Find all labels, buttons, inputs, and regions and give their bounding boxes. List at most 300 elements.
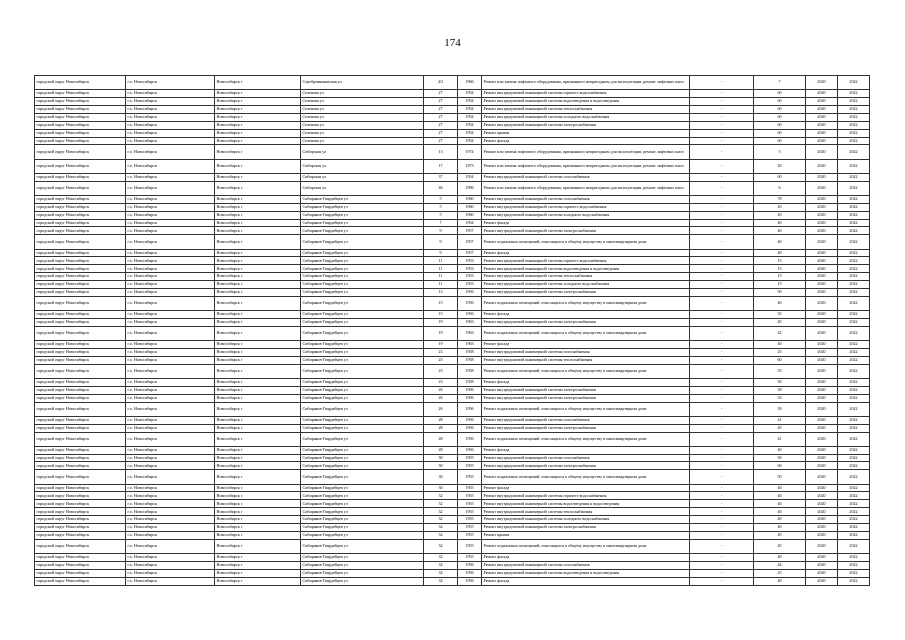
planned-value-cell: 42 [754,326,806,340]
house-number-cell: 32 [424,500,458,508]
work-type-cell: Ремонт внутридомовой инженерной системы водоотведения и водоотведения [482,500,690,508]
end-year-cell: 2022 [838,203,870,211]
build-year-cell: 1963 [458,318,482,326]
municipality-cell: городской округ Новосибирск [35,508,126,516]
table-row [35,90,870,98]
planned-value-cell: 20 [754,159,806,173]
district-cell: г.о. Новосибирск [126,195,215,203]
start-year-cell: 2020 [806,195,838,203]
table-row [35,121,870,129]
street-cell: Сибиряков-Гвардейцев ул [301,311,424,319]
work-type-cell: Ремонт внутридомовой инженерной системы горячего водоснабжения [482,90,690,98]
city-cell: Новосибирск г [215,394,301,402]
municipality-cell: городской округ Новосибирск [35,378,126,386]
end-year-cell: 2022 [838,249,870,257]
house-number-cell: 27 [424,90,458,98]
house-number-cell: 5 [424,203,458,211]
end-year-cell: 2022 [838,90,870,98]
city-cell: Новосибирск г [215,219,301,227]
build-year-cell: 1966 [458,76,482,90]
start-year-cell: 2020 [806,288,838,296]
district-cell: г.о. Новосибирск [126,159,215,173]
start-year-cell: 2020 [806,249,838,257]
street-cell: Сибиряков-Гвардейцев ул [301,386,424,394]
build-year-cell: 1955 [458,484,482,492]
end-year-cell: 2022 [838,98,870,106]
table-row [35,181,870,195]
end-year-cell: 2022 [838,516,870,524]
start-year-cell: 2020 [806,211,838,219]
work-type-cell: Ремонт подвальных помещений, относящихся к общему имуществу в многоквартирном доме [482,326,690,340]
street-cell: Сибиряков-Гвардейцев ул [301,364,424,378]
cost-cell: - [690,90,754,98]
house-number-cell: 28 [424,432,458,446]
start-year-cell: 2020 [806,281,838,289]
district-cell: г.о. Новосибирск [126,446,215,454]
house-number-cell: 30 [424,454,458,462]
house-number-cell: 32 [424,531,458,539]
district-cell: г.о. Новосибирск [126,235,215,249]
table-row [35,249,870,257]
end-year-cell: 2022 [838,524,870,532]
planned-value-cell: 35 [754,311,806,319]
district-cell: г.о. Новосибирск [126,553,215,561]
city-cell: Новосибирск г [215,211,301,219]
build-year-cell: 1958 [458,378,482,386]
municipality-cell: городской округ Новосибирск [35,454,126,462]
work-type-cell: Ремонт подвальных помещений, относящихся к общему имуществу в многоквартирном доме [482,296,690,310]
district-cell: г.о. Новосибирск [126,454,215,462]
planned-value-cell: 40 [754,484,806,492]
start-year-cell: 2020 [806,296,838,310]
district-cell: г.о. Новосибирск [126,432,215,446]
cost-cell: - [690,500,754,508]
municipality-cell: городской округ Новосибирск [35,577,126,585]
start-year-cell: 2020 [806,462,838,470]
street-cell: Сибиряков-Гвардейцев ул [301,516,424,524]
planned-value-cell: 60 [754,105,806,113]
table-row [35,219,870,227]
house-number-cell: 5 [424,195,458,203]
build-year-cell: 1955 [458,508,482,516]
start-year-cell: 2020 [806,386,838,394]
street-cell: Сибиряков-Гвардейцев ул [301,454,424,462]
street-cell: Сибиряков-Гвардейцев ул [301,470,424,484]
city-cell: Новосибирск г [215,203,301,211]
district-cell: г.о. Новосибирск [126,524,215,532]
start-year-cell: 2020 [806,121,838,129]
end-year-cell: 2022 [838,288,870,296]
start-year-cell: 2020 [806,492,838,500]
end-year-cell: 2022 [838,281,870,289]
city-cell: Новосибирск г [215,348,301,356]
work-type-cell: Ремонт подвальных помещений, относящихся к общему имуществу в многоквартирном доме [482,235,690,249]
end-year-cell: 2022 [838,492,870,500]
city-cell: Новосибирск г [215,424,301,432]
start-year-cell: 2020 [806,378,838,386]
planned-value-cell: 60 [754,129,806,137]
house-number-cell: 27 [424,98,458,106]
work-type-cell: Ремонт подвальных помещений, относящихся к общему имуществу в многоквартирном доме [482,470,690,484]
municipality-cell: городской округ Новосибирск [35,257,126,265]
house-number-cell: 27 [424,113,458,121]
district-cell: г.о. Новосибирск [126,90,215,98]
build-year-cell: 1955 [458,462,482,470]
street-cell: Сибиряков-Гвардейцев ул [301,531,424,539]
cost-cell: - [690,235,754,249]
city-cell: Новосибирск г [215,98,301,106]
start-year-cell: 2020 [806,454,838,462]
house-number-cell: 28 [424,416,458,424]
build-year-cell: 1958 [458,364,482,378]
start-year-cell: 2020 [806,341,838,349]
street-cell: Сибиряков-Гвардейцев ул [301,235,424,249]
municipality-cell: городской округ Новосибирск [35,569,126,577]
planned-value-cell: 78 [754,195,806,203]
build-year-cell: 1953 [458,257,482,265]
end-year-cell: 2022 [838,470,870,484]
planned-value-cell: 60 [754,98,806,106]
work-type-cell: Ремонт подвальных помещений, относящихся к общему имуществу в многоквартирном доме [482,402,690,416]
planned-value-cell: 60 [754,173,806,181]
planned-value-cell: 60 [754,90,806,98]
build-year-cell: 1960 [458,203,482,211]
city-cell: Новосибирск г [215,569,301,577]
district-cell: г.о. Новосибирск [126,181,215,195]
cost-cell: - [690,326,754,340]
start-year-cell: 2020 [806,219,838,227]
table-row [35,484,870,492]
end-year-cell: 2022 [838,326,870,340]
start-year-cell: 2020 [806,500,838,508]
municipality-cell: городской округ Новосибирск [35,113,126,121]
street-cell: Сибиряков-Гвардейцев ул [301,341,424,349]
build-year-cell: 1963 [458,341,482,349]
house-number-cell: 26 [424,386,458,394]
start-year-cell: 2020 [806,137,838,145]
house-number-cell: 5 [424,211,458,219]
planned-value-cell: 50 [754,470,806,484]
build-year-cell: 1954 [458,129,482,137]
street-cell: Сибиряков-Гвардейцев ул [301,394,424,402]
planned-value-cell: 60 [754,462,806,470]
start-year-cell: 2020 [806,416,838,424]
street-cell: Сибиряков-Гвардейцев ул [301,227,424,235]
work-type-cell: Ремонт подвальных помещений, относящихся к общему имуществу в многоквартирном доме [482,432,690,446]
planned-value-cell: 15 [754,281,806,289]
street-cell: Сеченова ул [301,105,424,113]
district-cell: г.о. Новосибирск [126,227,215,235]
table-row [35,203,870,211]
planned-value-cell: 25 [754,348,806,356]
district-cell: г.о. Новосибирск [126,341,215,349]
build-year-cell: 1956 [458,569,482,577]
municipality-cell: городской округ Новосибирск [35,492,126,500]
planned-value-cell: 41 [754,416,806,424]
street-cell: Сеченова ул [301,129,424,137]
district-cell: г.о. Новосибирск [126,113,215,121]
planned-value-cell: 35 [754,364,806,378]
city-cell: Новосибирск г [215,364,301,378]
cost-cell: - [690,288,754,296]
end-year-cell: 2022 [838,454,870,462]
district-cell: г.о. Новосибирск [126,539,215,553]
district-cell: г.о. Новосибирск [126,492,215,500]
city-cell: Новосибирск г [215,129,301,137]
street-cell: Сеченова ул [301,121,424,129]
work-type-cell: Ремонт фасада [482,311,690,319]
build-year-cell: 1955 [458,516,482,524]
municipality-cell: городской округ Новосибирск [35,121,126,129]
house-number-cell: 26 [424,394,458,402]
end-year-cell: 2022 [838,129,870,137]
city-cell: Новосибирск г [215,273,301,281]
city-cell: Новосибирск г [215,173,301,181]
work-type-cell: Ремонт внутридомовой инженерной системы теплоснабжения [482,273,690,281]
work-type-cell: Ремонт фасада [482,219,690,227]
start-year-cell: 2020 [806,394,838,402]
city-cell: Новосибирск г [215,416,301,424]
start-year-cell: 2020 [806,561,838,569]
work-type-cell: Ремонт фасада [482,553,690,561]
city-cell: Новосибирск г [215,113,301,121]
municipality-cell: городской округ Новосибирск [35,311,126,319]
municipality-cell: городской округ Новосибирск [35,181,126,195]
planned-value-cell: 40 [754,500,806,508]
start-year-cell: 2020 [806,577,838,585]
house-number-cell: 23 [424,364,458,378]
district-cell: г.о. Новосибирск [126,500,215,508]
build-year-cell: 1955 [458,492,482,500]
end-year-cell: 2022 [838,394,870,402]
municipality-cell: городской округ Новосибирск [35,386,126,394]
end-year-cell: 2022 [838,211,870,219]
city-cell: Новосибирск г [215,577,301,585]
district-cell: г.о. Новосибирск [126,288,215,296]
municipality-cell: городской округ Новосибирск [35,348,126,356]
start-year-cell: 2020 [806,470,838,484]
municipality-cell: городской округ Новосибирск [35,341,126,349]
start-year-cell: 2020 [806,203,838,211]
planned-value-cell: 60 [754,121,806,129]
work-type-cell: Ремонт внутридомовой инженерной системы газоснабжения [482,454,690,462]
house-number-cell: 11 [424,281,458,289]
table-row [35,454,870,462]
start-year-cell: 2020 [806,129,838,137]
table-row [35,76,870,90]
work-plan-table [34,75,870,586]
municipality-cell: городской округ Новосибирск [35,531,126,539]
cost-cell: - [690,416,754,424]
table-row [35,296,870,310]
work-type-cell: Ремонт или замена лифтового оборудования, признанного непригодным для эксплуатации, ремонт лифтовых шахт [482,145,690,159]
house-number-cell: 15 [424,296,458,310]
work-type-cell: Ремонт внутридомовой инженерной системы холодного водоснабжения [482,281,690,289]
municipality-cell: городской округ Новосибирск [35,159,126,173]
house-number-cell: 32 [424,492,458,500]
house-number-cell: 27 [424,121,458,129]
start-year-cell: 2020 [806,508,838,516]
end-year-cell: 2022 [838,265,870,273]
work-type-cell: Ремонт внутридомовой инженерной системы водоотведения и водоотведения [482,98,690,106]
cost-cell: - [690,113,754,121]
build-year-cell: 1955 [458,531,482,539]
district-cell: г.о. Новосибирск [126,281,215,289]
city-cell: Новосибирск г [215,432,301,446]
city-cell: Новосибирск г [215,227,301,235]
cost-cell: - [690,462,754,470]
start-year-cell: 2020 [806,227,838,235]
municipality-cell: городской округ Новосибирск [35,394,126,402]
city-cell: Новосибирск г [215,539,301,553]
cost-cell: - [690,203,754,211]
house-number-cell: 26 [424,402,458,416]
planned-value-cell: 6 [754,181,806,195]
cost-cell: - [690,76,754,90]
work-type-cell: Ремонт внутридомовой инженерной системы горячего водоснабжения [482,257,690,265]
cost-cell: - [690,454,754,462]
end-year-cell: 2022 [838,257,870,265]
table-row [35,318,870,326]
table-row [35,402,870,416]
street-cell: Сибиряков-Гвардейцев ул [301,508,424,516]
cost-cell: - [690,265,754,273]
street-cell: Сибиряков-Гвардейцев ул [301,553,424,561]
street-cell: Сибиряков-Гвардейцев ул [301,500,424,508]
cost-cell: - [690,539,754,553]
municipality-cell: городской округ Новосибирск [35,195,126,203]
city-cell: Новосибирск г [215,508,301,516]
city-cell: Новосибирск г [215,341,301,349]
cost-cell: - [690,470,754,484]
cost-cell: - [690,121,754,129]
build-year-cell: 1956 [458,394,482,402]
build-year-cell: 1956 [458,402,482,416]
build-year-cell: 1956 [458,561,482,569]
start-year-cell: 2020 [806,524,838,532]
municipality-cell: городской округ Новосибирск [35,105,126,113]
table-row [35,265,870,273]
table-row [35,553,870,561]
planned-value-cell: 25 [754,569,806,577]
cost-cell: - [690,311,754,319]
city-cell: Новосибирск г [215,90,301,98]
build-year-cell: 1960 [458,195,482,203]
city-cell: Новосибирск г [215,492,301,500]
planned-value-cell: 44 [754,561,806,569]
table-row [35,432,870,446]
municipality-cell: городской округ Новосибирск [35,249,126,257]
start-year-cell: 2020 [806,273,838,281]
house-number-cell: 11 [424,273,458,281]
start-year-cell: 2020 [806,113,838,121]
municipality-cell: городской округ Новосибирск [35,145,126,159]
district-cell: г.о. Новосибирск [126,348,215,356]
build-year-cell: 1953 [458,265,482,273]
end-year-cell: 2022 [838,195,870,203]
start-year-cell: 2020 [806,318,838,326]
table-row [35,227,870,235]
start-year-cell: 2020 [806,311,838,319]
house-number-cell: 27 [424,137,458,145]
municipality-cell: городской округ Новосибирск [35,76,126,90]
municipality-cell: городской округ Новосибирск [35,402,126,416]
planned-value-cell: 50 [754,454,806,462]
work-type-cell: Ремонт внутридомовой инженерной системы электроснабжения [482,524,690,532]
house-number-cell: 23 [424,378,458,386]
planned-value-cell: 45 [754,539,806,553]
district-cell: г.о. Новосибирск [126,219,215,227]
table-row [35,273,870,281]
city-cell: Новосибирск г [215,105,301,113]
build-year-cell: 1956 [458,296,482,310]
end-year-cell: 2022 [838,386,870,394]
city-cell: Новосибирск г [215,524,301,532]
table-row [35,531,870,539]
start-year-cell: 2020 [806,432,838,446]
end-year-cell: 2022 [838,446,870,454]
work-type-cell: Ремонт или замена лифтового оборудования, признанного непригодным для эксплуатации, ремонт лифтовых шахт [482,159,690,173]
district-cell: г.о. Новосибирск [126,105,215,113]
cost-cell: - [690,364,754,378]
work-type-cell: Ремонт фасада [482,341,690,349]
build-year-cell: 1974 [458,145,482,159]
street-cell: Сибиряков-Гвардейцев ул [301,348,424,356]
planned-value-cell: 40 [754,492,806,500]
city-cell: Новосибирск г [215,378,301,386]
end-year-cell: 2022 [838,105,870,113]
page-number: 174 [444,37,461,49]
start-year-cell: 2020 [806,105,838,113]
city-cell: Новосибирск г [215,561,301,569]
municipality-cell: городской округ Новосибирск [35,90,126,98]
table-row [35,105,870,113]
build-year-cell: 1960 [458,211,482,219]
city-cell: Новосибирск г [215,137,301,145]
district-cell: г.о. Новосибирск [126,577,215,585]
end-year-cell: 2022 [838,553,870,561]
planned-value-cell: 15 [754,265,806,273]
planned-value-cell: 40 [754,296,806,310]
municipality-cell: городской округ Новосибирск [35,219,126,227]
street-cell: Сибирская ул [301,159,424,173]
build-year-cell: 1954 [458,90,482,98]
city-cell: Новосибирск г [215,484,301,492]
work-type-cell: Ремонт внутридомовой инженерной системы водоотведения и водоотведения [482,265,690,273]
house-number-cell: 30 [424,484,458,492]
build-year-cell: 1955 [458,539,482,553]
district-cell: г.о. Новосибирск [126,296,215,310]
street-cell: Сибиряков-Гвардейцев ул [301,432,424,446]
table-row [35,424,870,432]
city-cell: Новосибирск г [215,318,301,326]
municipality-cell: городской округ Новосибирск [35,227,126,235]
start-year-cell: 2020 [806,159,838,173]
cost-cell: - [690,105,754,113]
planned-value-cell: 15 [754,273,806,281]
city-cell: Новосибирск г [215,257,301,265]
municipality-cell: городской округ Новосибирск [35,516,126,524]
table-row [35,577,870,585]
work-type-cell: Ремонт внутридомовой инженерной системы теплоснабжения [482,356,690,364]
planned-value-cell: 40 [754,235,806,249]
district-cell: г.о. Новосибирск [126,326,215,340]
start-year-cell: 2020 [806,569,838,577]
end-year-cell: 2022 [838,561,870,569]
end-year-cell: 2022 [838,311,870,319]
district-cell: г.о. Новосибирск [126,311,215,319]
work-type-cell: Ремонт внутридомовой инженерной системы электроснабжения [482,318,690,326]
